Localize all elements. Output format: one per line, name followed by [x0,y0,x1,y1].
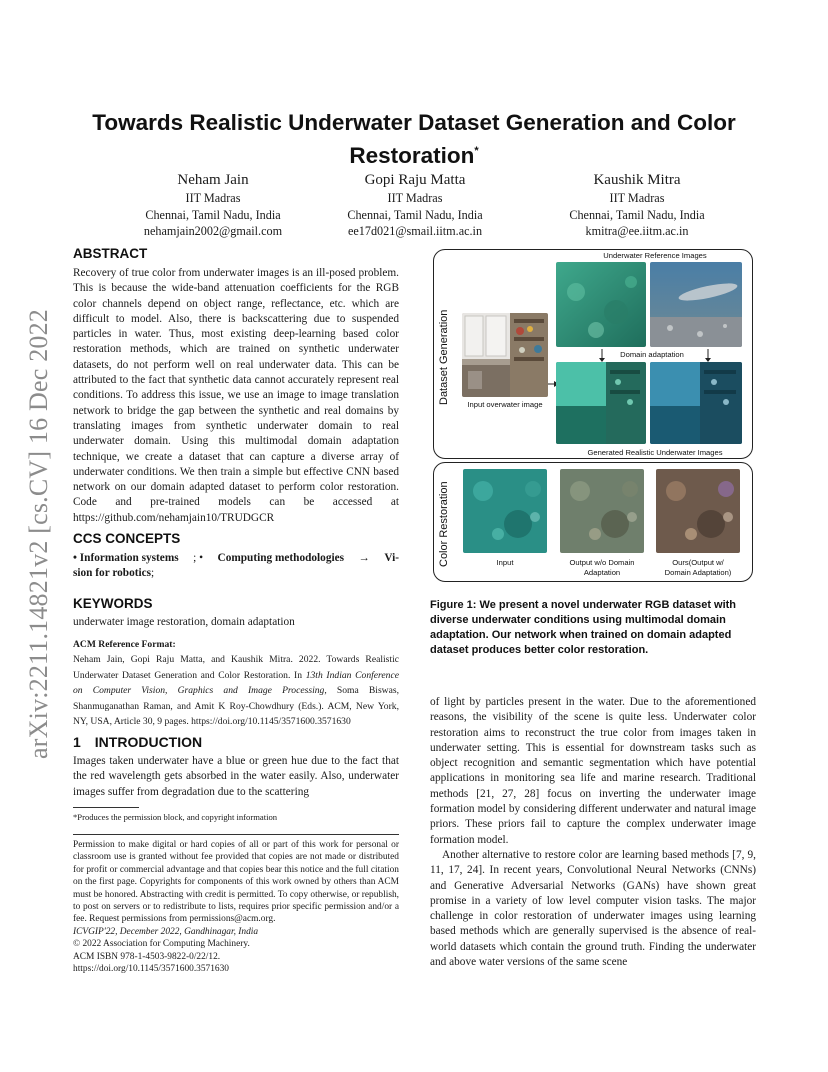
restoration-input-label: Input [496,558,514,567]
intro-title: INTRODUCTION [94,734,203,750]
acm-reference-before: Neham Jain, Gopi Raju Matta, and Kaushik Mitra. 2022. Towards Realistic Underwater Dataset Generation and Color Restoration. In [73,654,399,681]
author-email: kmitra@ee.iitm.ac.in [585,224,689,238]
author-affiliation: IIT Madras [609,191,665,205]
intro-heading [73,733,202,751]
reference-image-blue [650,262,742,347]
ccs-computing: Computing methodologies [217,552,345,564]
domain-adaptation-label: Domain adaptation [620,350,684,359]
ccs-arrow: → [358,552,370,564]
restoration-ours-label [646,558,750,577]
acm-reference-heading: ACM Reference Format: [73,639,176,650]
author-affiliation: IIT Madras [387,191,443,205]
permission-venue: ICVGIP'22, December 2022, Gandhinagar, India [73,926,259,937]
input-overwater-image [462,313,548,397]
restoration-input-image [463,469,547,553]
acm-reference-after: , Soma Biswas, Shanmuganathan Raman, and Amit K Roy-Chowdhury (Eds.). ACM, New York, NY, USA, Article 30, 9 pages. https://doi.org/10.1145/3571600.3571630 [73,685,400,728]
restoration-output-without-da-image [560,469,644,553]
ccs-concepts [73,551,399,582]
ours-line2: Domain Adaptation) [664,567,732,577]
intro-number: 1 [73,734,81,750]
output-without-line1: Output w/o Domain [569,558,635,567]
acm-reference-venue: 13th Indian Conference on Computer Vision, Graphics and Image Processing [73,669,399,697]
output-without-line2: Adaptation [583,567,621,577]
author-block-3 [522,170,752,240]
author-name: Neham Jain [177,172,249,188]
ccs-end: ; [151,567,155,580]
dataset-generation-label: Dataset Generation [438,309,450,405]
intro-right-paragraph-1: of light by particles present in the water. Due to the aforementioned reasons, the visibility of the scene is quite less. Underwater color restoration aims to reconstruct the true color from images taken in underwater setting. This is essential for downstream tasks such as object recognition and semantic segmentation which have potential applications in monitoring sea life and marine research. Traditional methods [21, 27, 28] focus on inverting the underwater image formation model by considering different underwater and natural image priors. These priors fail to capture the complex underwater image formation model. [430,696,756,846]
author-location: Chennai, Tamil Nadu, India [145,207,281,222]
keywords-heading: KEYWORDS [73,596,153,611]
generated-image-green [556,362,646,444]
author-email: nehamjain2002@gmail.com [143,224,283,238]
author-location: Chennai, Tamil Nadu, India [569,207,705,222]
permission-isbn: ACM ISBN 978-1-4503-9822-0/22/12. [73,951,221,962]
arxiv-stamp: arXiv:2211.14821v2 [cs.CV] 16 Dec 2022 [24,308,53,759]
generated-image-blue [650,362,742,444]
ccs-line-2 [73,567,154,579]
intro-right-text [430,695,756,970]
ccs-vision-end: sion for robotics [73,567,152,580]
permission-block [73,839,399,975]
intro-right-paragraph-2: Another alternative to restore color are learning based methods [7, 9, 11, 17, 24]. In recent years, Convolutional Neural Networks (CNNs) and Generative Adversarial Networks (GANs) have shown great promise in a variety of low level computer vision tasks. The major challenge in color restoration of underwater images using learning based methods which are generally supervised is the absence of real-world datasets which contain the ground truth. Finding the underwater and above water versions of the same scene [430,848,756,969]
color-restoration-label: Color Restoration [438,481,450,567]
generated-images-label: Generated Realistic Underwater Images [587,448,723,457]
permission-copyright: © 2022 Association for Computing Machinery. [73,939,250,950]
input-overwater-label: Input overwater image [467,400,543,409]
author-email: ee17d021@smail.iitm.ac.in [347,224,483,238]
author-block-2 [300,170,530,240]
author-location: Chennai, Tamil Nadu, India [347,207,483,222]
ccs-info-systems: • Information systems [73,552,179,564]
permission-doi: https://doi.org/10.1145/3571600.3571630 [73,964,229,975]
author-name: Gopi Raju Matta [364,172,466,188]
ccs-vision-start: Vi- [384,552,399,564]
ccs-separator: ; • [193,552,204,564]
intro-left-text: Images taken underwater have a blue or green hue due to the fact that the red wavelength gets absorbed in the water easily. Also, underwater images suffer from degradation due to the scattering [73,755,399,798]
restoration-output-without-da-label [552,558,652,577]
paper-title-text: Towards Realistic Underwater Dataset Generation and Color Restoration [92,110,736,168]
author-affiliation: IIT Madras [185,191,241,205]
reference-image-green [556,262,646,347]
keywords-text: underwater image restoration, domain adaptation [73,616,295,628]
footnote-text: *Produces the permission block, and copyright information [73,812,278,822]
ccs-heading: CCS CONCEPTS [73,531,181,546]
acm-reference-text [73,652,399,730]
abstract-heading: ABSTRACT [73,246,148,261]
ours-line1: Ours(Output w/ [672,558,724,567]
footnote-rule [73,807,139,808]
abstract-text: Recovery of true color from underwater images is an ill-posed problem. This is because the wide-band attenuation coefficients for the RGB color channels depend on object range, reflectance, etc. which are difficult to model. Also, there is backscattering due to suspended particles in water. Thus, most existing deep-learning based color restoration methods, which are trained on synthetic underwater datasets, do not perform well on real underwater data. This can be attributed to the fact that synthetic data cannot accurately represent real conditions. To address this issue, we use an image to image translation network to bridge the gap between the synthetic and real domains by translating images from synthetic underwater domain to real underwater domain. Using this multimodal domain adaptation technique, we create a dataset that can capture a diverse array of underwater conditions. We then train a simple but effective CNN based network on our domain adapted dataset to perform color restoration. Code and pre-trained models can be accessed at https://github.com/nehamjain10/TRUDGCR [73,267,399,524]
author-block-1 [98,170,328,240]
author-name: Kaushik Mitra [593,172,681,188]
paper-title [80,108,748,170]
underwater-reference-label: Underwater Reference Images [603,251,707,260]
figure-caption: Figure 1: We present a novel underwater RGB dataset with diverse underwater conditions using multimodal domain adaptation. Our network when trained on domain adapted dataset produces better color restoration. [430,599,737,656]
restoration-ours-image [656,469,740,553]
permission-rule [73,834,399,835]
ccs-line-1 [73,551,399,566]
permission-text: Permission to make digital or hard copies of all or part of this work for personal or classroom use is granted without fee provided that copies are not made or distributed for profit or commercial advantage and that copies bear this notice and the full citation on the first page. Copyrights for components of this work owned by others than ACM must be honored. Abstracting with credit is permitted. To copy otherwise, or republish, to post on servers or to redistribute to lists, requires prior specific permission and/or a fee. Request permissions from permissions@acm.org. [73,840,399,925]
title-footnote-mark: * [474,145,479,157]
